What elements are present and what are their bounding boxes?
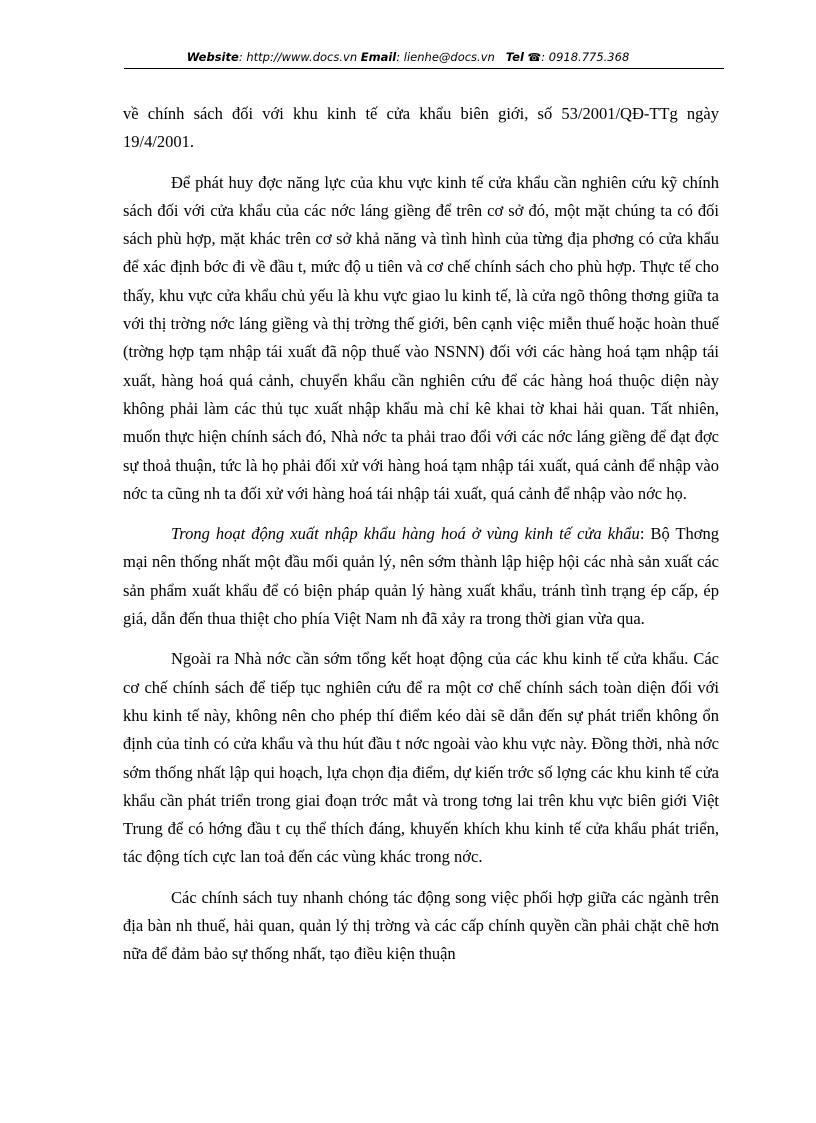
paragraph-2: Để phát huy đợc năng lực của khu vực kinh tế cửa khẩu cần nghiên cứu kỹ chính sách đối với cửa khẩu của các nớc láng giềng để trên cơ sở đó, một mặt chúng ta có đối sách phù hợp, mặt khác trên cơ sở khả năng và tình hình của từng địa phơng có cửa khẩu để xác định bớc đi về đầu t, mức độ u tiên và cơ chế chính sách cho phù hợp. Thực tế cho thấy, khu vực cửa khẩu chủ yếu là khu vực giao lu kinh tế, là cửa ngõ thông thơng giữa ta với thị trờng nớc láng giềng và thị trờng thế giới, bên cạnh việc miễn thuế hoặc hoàn thuế (trờng hợp tạm nhập tái xuất đã nộp thuế vào NSNN) đối với các hàng hoá tạm nhập tái xuất, hàng hoá quá cảnh, chuyển khẩu cần nghiên cứu để các hàng hoá thuộc diện này không phải làm các thủ tục xuất nhập khẩu mà chỉ kê khai tờ khai hải quan. Tất nhiên, muốn thực hiện chính sách đó, Nhà nớc ta phải trao đổi với các nớc láng giềng để đạt đợc sự thoả thuận, tức là họ phải đối xử với hàng hoá tạm nhập tái xuất, quá cảnh để nhập vào nớc ta cũng nh ta đối xử với hàng hoá tái nhập tái xuất, quá cảnh để nhập vào nớc họ. (123, 172, 719, 503)
email-value: : lienhe@docs.vn (396, 50, 495, 64)
paragraph-3 (123, 520, 719, 633)
page-header (0, 50, 816, 64)
paragraph-5: Các chính sách tuy nhanh chóng tác động song việc phối hợp giữa các ngành trên địa bàn nh thuế, hải quan, quản lý thị trờng và các cấp chính quyền cần phải chặt chẽ hơn nữa để đảm bảo sự thống nhất, tạo điều kiện thuận (123, 887, 719, 964)
paragraph-3-text: : Bộ Thơng mại nên thống nhất một đầu mối quản lý, nên sớm thành lập hiệp hội các nhà sản xuất các sản phẩm xuất khẩu để có biện pháp quản lý hàng xuất khẩu, tránh tình trạng ép cấp, ép giá, dẫn đến thua thiệt cho phía Việt Nam nh đã xảy ra trong thời gian vừa qua. (123, 524, 719, 629)
paragraph-3-italic-lead: Trong hoạt động xuất nhập khẩu hàng hoá ở vùng kinh tế cửa khẩu (171, 524, 640, 544)
email-label: Email (360, 50, 397, 64)
telephone-icon: ☎ (527, 51, 542, 64)
tel-value: : 0918.775.368 (541, 50, 630, 64)
header-divider (124, 68, 724, 69)
document-body (123, 100, 719, 981)
paragraph-4: Ngoài ra Nhà nớc cần sớm tổng kết hoạt động của các khu kinh tế cửa khẩu. Các cơ chế chính sách để tiếp tục nghiên cứu để ra một cơ chế chính sách toàn diện đối với khu kinh tế này, không nên cho phép thí điểm kéo dài sẽ dẫn đến sự phát triển không ổn định của tỉnh có cửa khẩu và thu hút đầu t nớc ngoài vào khu vực này. Đồng thời, nhà nớc sớm thống nhất lập qui hoạch, lựa chọn địa điểm, dự kiến trớc số lợng các khu kinh tế cửa khẩu cần phát triển trong giai đoạn trớc mắt và trong tơng lai trên khu vực biên giới Việt Trung để có hớng đầu t cụ thể thích đáng, khuyến khích khu kinh tế cửa khẩu phát triển, tác động tích cực lan toả đến các vùng khác trong nớc. (123, 649, 719, 867)
website-label: Website (186, 50, 239, 64)
paragraph-1: về chính sách đối với khu kinh tế cửa khẩu biên giới, số 53/2001/QĐ-TTg ngày 19/4/2001. (123, 104, 719, 152)
tel-label: Tel (505, 50, 524, 64)
website-value: : http://www.docs.vn (238, 50, 358, 64)
